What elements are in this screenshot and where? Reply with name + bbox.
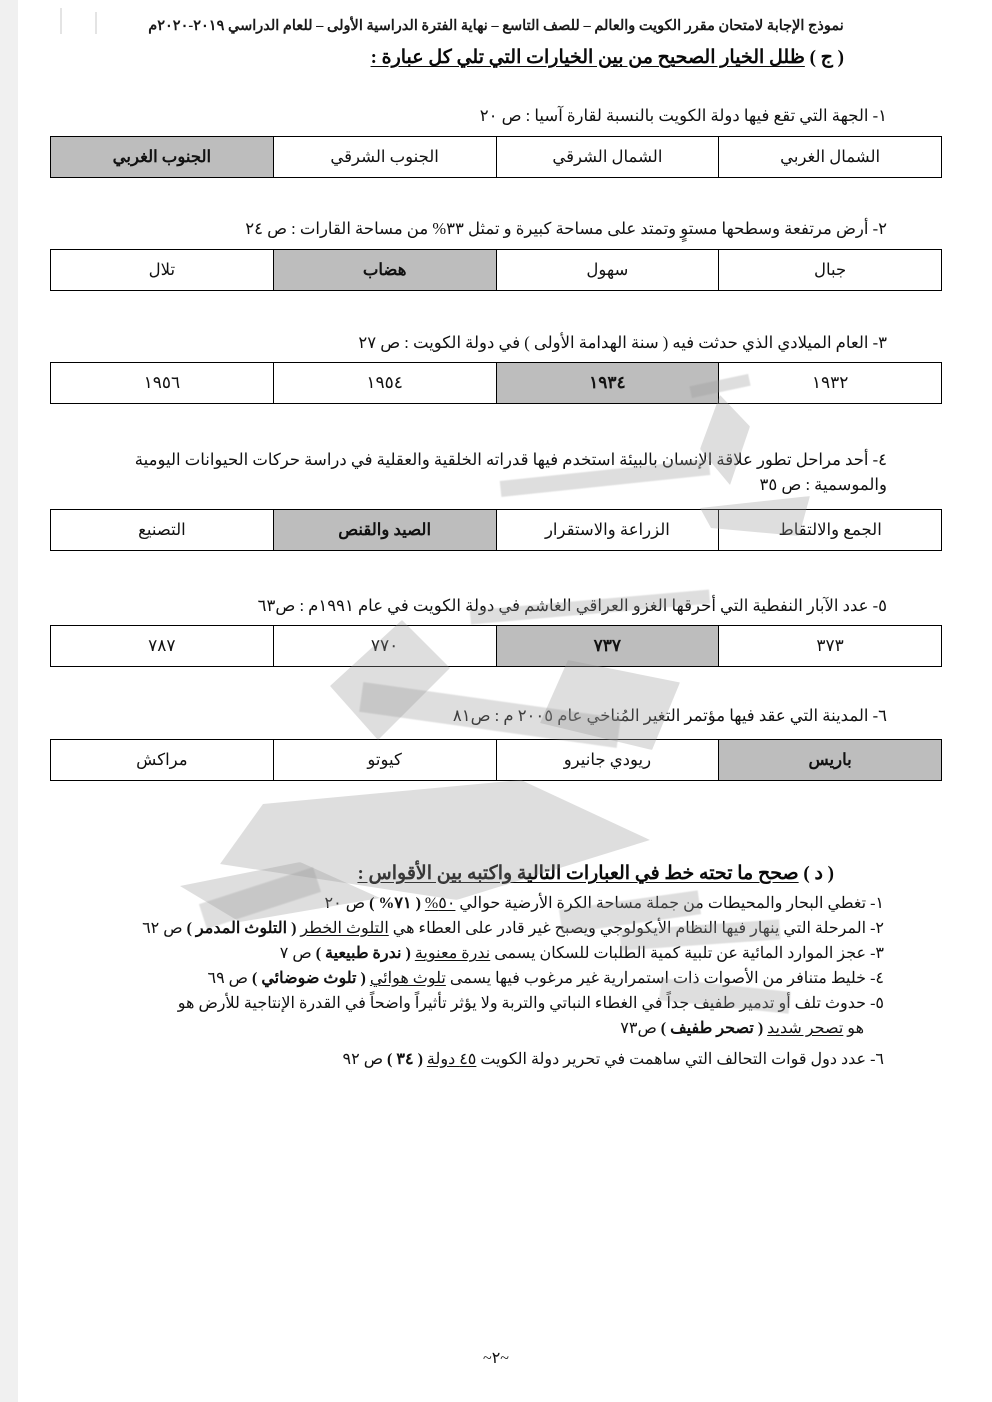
question-6-text: المدينة التي عقد فيها مؤتمر التغير المُناخي عام ٢٠٠٥ م : ص٨١ xyxy=(452,706,869,725)
scan-edge-noise xyxy=(0,0,18,1402)
section-d-heading-text: صحح ما تحته خط في العبارات التالية واكتبه بين الأقواس : xyxy=(357,863,799,884)
section-c-prefix: ( ج ) xyxy=(809,47,844,68)
question-5-number: ٥- xyxy=(872,596,887,615)
option-2-2-selected[interactable]: هضاب xyxy=(273,250,496,290)
question-3-text: العام الميلادي الذي حدثت فيه ( سنة الهدامة الأولى ) في دولة الكويت : ص ٢٧ xyxy=(358,333,869,352)
correction-5-answer: ( تصحر طفيف ) xyxy=(660,1020,764,1037)
option-1-1[interactable]: الشمال الشرقي xyxy=(496,137,719,177)
correction-item-4 xyxy=(207,968,884,988)
correction-6-underlined: ٤٥ دولة xyxy=(426,1051,477,1068)
question-3-number: ٣- xyxy=(872,333,887,352)
scan-smudge xyxy=(180,862,380,922)
question-6 xyxy=(453,706,887,726)
option-4-3[interactable]: التصنيع xyxy=(138,520,186,539)
correction-5-underlined: تصحر شديد xyxy=(767,1020,844,1037)
question-2-text: أرض مرتفعة وسطحها مستوٍ وتمتد على مساحة كبيرة و تمثل ٣٣% من مساحة القارات : ص ٢٤ xyxy=(245,219,869,238)
correction-4-answer: ( تلوث ضوضائي ) xyxy=(252,970,366,987)
correction-5-text: حدوث تلف أو تدمير طفيف جداً في الغطاء النباتي والتربة ولا يؤثر تأثيراً واضحاً في القدرة الإنتاجية للأرض هو xyxy=(177,995,867,1012)
option-1-0[interactable]: الشمال الغربي xyxy=(718,137,941,177)
question-5 xyxy=(258,596,887,616)
correction-3-answer: ( ندرة طبيعية ) xyxy=(315,945,411,962)
option-4-2-selected[interactable]: الصيد والقنص xyxy=(273,510,496,550)
page-number: ~٢~ xyxy=(483,1350,509,1367)
correction-5-prefix: هو xyxy=(847,1020,864,1037)
option-6-2[interactable]: كيوتو xyxy=(273,740,496,780)
question-1-number: ١- xyxy=(872,106,887,125)
section-d-title xyxy=(357,862,834,885)
scan-edge-noise xyxy=(60,8,62,34)
option-2-1[interactable]: سهول xyxy=(496,250,719,290)
question-6-number: ٦- xyxy=(872,706,887,725)
correction-2-number: ٢- xyxy=(870,920,884,937)
option-5-0[interactable]: ٣٧٣ xyxy=(718,626,941,666)
scan-smudge xyxy=(540,660,680,750)
option-3-1-selected[interactable]: ١٩٣٤ xyxy=(496,363,719,403)
question-5-text: عدد الآبار النفطية التي أحرقها الغزو العراقي الغاشم في دولة الكويت في عام ١٩٩١م : ص٦٣ xyxy=(257,596,869,615)
correction-item-5-line1 xyxy=(178,993,884,1013)
option-4-0[interactable]: الجمع والالتقاط xyxy=(718,510,941,550)
correction-4-underlined: تلوث هوائي xyxy=(369,970,446,987)
option-4-1[interactable]: الزراعة والاستقرار xyxy=(496,510,719,550)
option-3-0[interactable]: ١٩٣٢ xyxy=(718,363,941,403)
correction-4-number: ٤- xyxy=(870,970,884,987)
correction-item-1 xyxy=(325,893,884,913)
options-table-4 xyxy=(50,509,942,551)
correction-6-answer: ( ٣٤ ) xyxy=(387,1051,423,1068)
document-header: نموذج الإجابة لامتحان مقرر الكويت والعالم – للصف التاسع – نهاية الفترة الدراسية الأولى – للعام الدراسي ٢٠١٩-٢٠٢٠م xyxy=(148,18,844,34)
correction-4-page: ص ٦٩ xyxy=(207,970,248,987)
correction-6-page: ص ٩٢ xyxy=(342,1051,384,1068)
correction-1-text: تغطي البحار والمحيطات من جملة مساحة الكرة الأرضية حوالي xyxy=(459,895,867,912)
option-6-0-selected[interactable]: باريس xyxy=(718,740,941,780)
correction-1-number: ١- xyxy=(870,895,884,912)
correction-5-page: ص٧٣ xyxy=(620,1020,657,1037)
correction-3-underlined: ندرة معنوية xyxy=(414,945,491,962)
option-5-2[interactable]: ٧٧٠ xyxy=(273,626,496,666)
option-1-2[interactable]: الجنوب الشرقي xyxy=(273,137,496,177)
correction-item-6 xyxy=(343,1049,884,1069)
options-table-1 xyxy=(50,136,942,178)
option-3-3[interactable]: ١٩٥٦ xyxy=(143,373,181,392)
correction-2-underlined: التلوث الخطر xyxy=(300,920,389,937)
correction-3-text: عجز الموارد المائية عن تلبية كمية الطلبات للسكان يسمى xyxy=(494,945,867,962)
question-1 xyxy=(480,106,887,126)
options-table-6 xyxy=(50,739,942,781)
section-c-heading-text: ظلل الخيار الصحيح من بين الخيارات التي تلي كل عبارة : xyxy=(370,47,805,68)
correction-6-number: ٦- xyxy=(870,1051,884,1068)
options-table-5 xyxy=(50,625,942,667)
section-d-prefix: ( د ) xyxy=(803,863,834,884)
correction-2-answer: ( التلوث المدمر ) xyxy=(186,920,297,937)
question-2 xyxy=(245,219,887,239)
scan-edge-noise xyxy=(95,12,97,34)
section-c-title xyxy=(371,46,844,69)
correction-6-text: عدد دول قوات التحالف التي ساهمت في تحرير دولة الكويت xyxy=(480,1051,867,1068)
correction-item-3 xyxy=(280,943,884,963)
option-6-1[interactable]: ريودي جانيرو xyxy=(496,740,719,780)
correction-3-number: ٣- xyxy=(870,945,884,962)
option-2-0[interactable]: جبال xyxy=(718,250,941,290)
question-4 xyxy=(87,448,887,498)
correction-1-answer: ( ٧١% ) xyxy=(369,895,421,912)
option-6-3[interactable]: مراكش xyxy=(136,750,188,769)
option-5-3[interactable]: ٧٨٧ xyxy=(148,636,176,655)
option-2-3[interactable]: تلال xyxy=(148,260,176,279)
option-1-3-selected[interactable]: الجنوب الغربي xyxy=(51,137,273,177)
correction-1-underlined: ٥٠% xyxy=(424,895,456,912)
options-table-3 xyxy=(50,362,942,404)
correction-2-page: ص ٦٢ xyxy=(142,920,183,937)
correction-4-text: خليط متنافر من الأصوات ذات استمرارية غير مرغوب فيها يسمى xyxy=(449,970,867,987)
correction-item-5-line2 xyxy=(620,1018,864,1038)
options-table-2 xyxy=(50,249,942,291)
question-4-text: أحد مراحل تطور علاقة الإنسان بالبيئة استخدم فيها قدراته الخلقية والعقلية في دراسة حركات الحيوانات اليومية والموسمية : ص ٣٥ xyxy=(134,450,887,494)
question-3 xyxy=(358,333,887,353)
option-5-1-selected[interactable]: ٧٣٧ xyxy=(496,626,719,666)
correction-5-number: ٥- xyxy=(870,995,884,1012)
correction-item-2 xyxy=(142,918,884,938)
question-1-text: الجهة التي تقع فيها دولة الكويت بالنسبة لقارة آسيا : ص ٢٠ xyxy=(479,106,869,125)
question-2-number: ٢- xyxy=(872,219,887,238)
question-4-number: ٤- xyxy=(872,450,887,469)
correction-1-page: ص ٢٠ xyxy=(324,895,366,912)
correction-2-text: المرحلة التي ينهار فيها النظام الأيكولوجي ويصبح غير قادر على العطاء هي xyxy=(392,920,867,937)
correction-3-page: ص ٧ xyxy=(279,945,312,962)
option-3-2[interactable]: ١٩٥٤ xyxy=(273,363,496,403)
